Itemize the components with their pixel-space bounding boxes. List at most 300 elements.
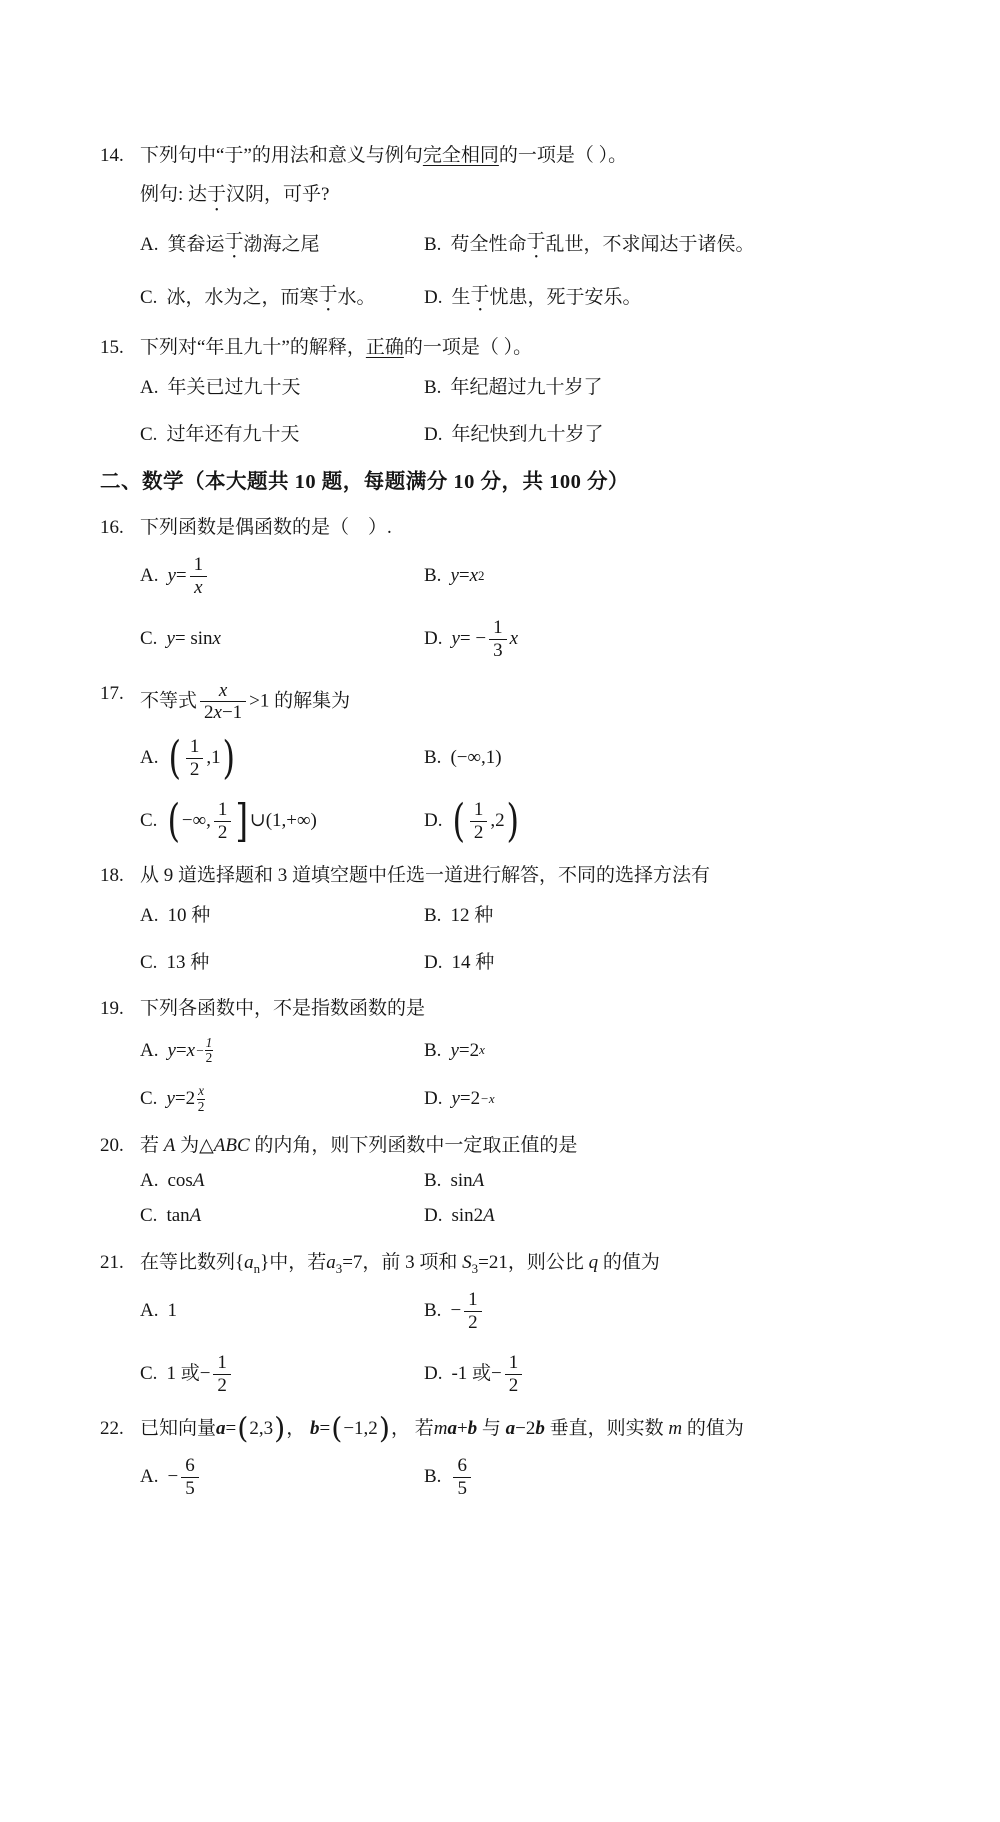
option-B [424, 1289, 912, 1334]
text-run: 渤海之尾 [243, 233, 320, 255]
option-C [140, 794, 424, 847]
option-D [424, 1352, 912, 1397]
option-content [450, 902, 493, 931]
text-run: = [225, 1417, 237, 1439]
option-content [450, 374, 602, 403]
text-run: 为△ [175, 1135, 214, 1157]
option-content [166, 1202, 201, 1231]
text-run: { [235, 1251, 245, 1273]
option-content [450, 1167, 484, 1196]
option-content [166, 794, 317, 847]
fraction [200, 680, 246, 725]
option-D [424, 949, 912, 978]
option-content [451, 949, 494, 978]
text-run: 若 [140, 1135, 164, 1157]
option-label: C. [140, 1087, 158, 1109]
option-D [424, 794, 912, 847]
option-A [140, 554, 424, 599]
option-C [140, 1352, 424, 1397]
math-variable: x [218, 679, 228, 701]
text-run: − [167, 1466, 179, 1488]
question-stem-text [140, 1412, 912, 1446]
option-C [140, 421, 424, 450]
option-content [167, 731, 236, 784]
option-A [140, 902, 424, 931]
options-grid [140, 228, 912, 316]
options-grid [140, 1289, 912, 1396]
question-15 [100, 334, 912, 450]
math-variable: m [668, 1417, 683, 1439]
fraction-numerator: 1 [189, 736, 200, 758]
emphasis-dot-text: 于 [207, 183, 227, 205]
superscript: 2 [478, 568, 485, 584]
text-run: 下列各函数中，不是指数函数的是 [140, 998, 426, 1020]
question-stem [100, 680, 912, 725]
text-run: + [456, 1417, 468, 1439]
fraction [464, 1289, 482, 1334]
option-label: D. [424, 628, 443, 650]
option-content [451, 1085, 494, 1114]
question-16 [100, 514, 912, 662]
text-run: 汉阴，可乎? [226, 183, 330, 205]
text-run: 1 或− [166, 1362, 211, 1384]
math-variable: x [469, 565, 479, 587]
question-number: 22. [100, 1417, 124, 1439]
option-content [450, 1037, 484, 1066]
option-D [424, 421, 912, 450]
option-A [140, 1167, 424, 1196]
option-B [424, 1036, 912, 1066]
emphasis-dot-text: 于 [470, 283, 490, 305]
math-variable: S [462, 1251, 472, 1273]
option-B [424, 554, 912, 599]
text-run: 2,3 [249, 1417, 274, 1439]
option-label: A. [140, 747, 159, 769]
question-stem-text [140, 862, 912, 891]
option-D [424, 1202, 912, 1231]
math-variable: x [194, 577, 203, 599]
text-run: >1 的解集为 [249, 690, 351, 712]
option-label: D. [424, 1205, 443, 1227]
option-content [450, 744, 501, 773]
vector-variable: a [216, 1417, 226, 1439]
option-content [167, 1036, 213, 1066]
math-variable: x [213, 702, 222, 724]
text-run: 的一项是（ ）。 [498, 145, 628, 166]
option-D [424, 1084, 912, 1114]
text-run: =7，前 3 项和 [342, 1251, 463, 1273]
math-variable: q [588, 1251, 599, 1273]
option-content [450, 562, 484, 591]
fraction [489, 617, 507, 662]
option-content [166, 281, 375, 316]
vector-variable: b [535, 1417, 545, 1439]
fraction-numerator: 1 [217, 799, 228, 820]
text-run: 不等式 [140, 690, 198, 712]
option-label: B. [424, 233, 442, 255]
option-A [140, 228, 424, 263]
text-run: 年纪超过九十岁了 [450, 377, 603, 398]
superscript-sign: − [196, 1043, 204, 1059]
fraction-numerator: 1 [193, 554, 204, 576]
math-variable: A [472, 1169, 485, 1191]
superscript: −x [480, 1090, 495, 1106]
question-stem-text [140, 680, 912, 725]
option-content [167, 228, 319, 263]
question-stem [100, 334, 912, 363]
option-label: C. [140, 1362, 158, 1384]
text-run: = [319, 1417, 331, 1439]
option-content [451, 794, 520, 847]
fraction [505, 1352, 523, 1397]
fraction [214, 799, 232, 844]
option-label: C. [140, 810, 158, 832]
fraction-denominator: 3 [489, 639, 507, 662]
text-run: ∪(1,+∞) [249, 810, 317, 832]
math-variable: m [433, 1417, 448, 1439]
text-run: 下列对“年且九十”的解释， [140, 336, 366, 358]
text-run: 水。 [337, 286, 376, 308]
big-left-paren: ( [167, 794, 181, 847]
math-variable: a [326, 1251, 336, 1273]
text-run: 年关已过九十天 [167, 377, 301, 398]
text-run: sin [450, 1169, 473, 1191]
underlined-text: 完全相同 [422, 145, 499, 166]
text-run: 年纪快到九十岁了 [451, 423, 604, 445]
option-A [140, 1036, 424, 1066]
fraction-denominator: 2 [186, 758, 204, 781]
question-17 [100, 679, 912, 847]
text-run: -1 或− [451, 1362, 502, 1384]
question-stem [100, 862, 912, 891]
subscript: 3 [471, 1260, 479, 1276]
vector-variable: a [447, 1417, 457, 1439]
text-run: −2 [515, 1417, 536, 1439]
text-run: −1,2 [343, 1417, 378, 1439]
right-paren: ) [378, 1412, 390, 1446]
option-label: B. [424, 565, 442, 587]
question-stem-text [140, 995, 912, 1024]
question-stem-text [140, 1249, 912, 1278]
fraction-numerator: 1 [493, 616, 503, 638]
option-label: A. [140, 233, 159, 255]
emphasis-dot-text: 于 [526, 230, 546, 252]
fraction-denominator: 5 [453, 1477, 471, 1500]
big-left-paren: ( [168, 731, 182, 784]
fraction [186, 736, 204, 781]
option-label: A. [140, 377, 159, 398]
option-label: C. [140, 1205, 158, 1227]
question-18 [100, 862, 912, 978]
text-run: 苟全性命 [450, 233, 527, 255]
option-label: C. [140, 423, 158, 445]
text-run: −1 [221, 702, 243, 724]
text-run: 已知向量 [140, 1417, 217, 1439]
option-content [166, 1352, 233, 1397]
option-label: B. [424, 1169, 442, 1191]
question-stem-text [140, 142, 912, 171]
option-label: A. [140, 905, 159, 927]
question-number: 20. [100, 1135, 124, 1157]
fraction-numerator: 1 [508, 1351, 519, 1373]
question-number: 15. [100, 336, 124, 358]
fraction [213, 1352, 231, 1397]
text-run: 2 [204, 702, 214, 724]
text-run: = [174, 1087, 186, 1109]
options-grid [140, 1167, 912, 1231]
superscript: x [479, 1042, 485, 1058]
option-D [424, 617, 912, 662]
text-run: 箕畚运 [167, 233, 225, 255]
option-label: D. [424, 1362, 443, 1384]
text-run: 的一项是（ ）。 [403, 336, 533, 358]
option-A [140, 1455, 424, 1500]
text-run: ， 若 [390, 1417, 434, 1439]
vector-variable: b [467, 1417, 478, 1439]
text-run: = [458, 1039, 470, 1061]
fraction-denominator: 2 [214, 821, 232, 844]
option-content [451, 1352, 525, 1397]
text-run: 1 [167, 1300, 177, 1322]
question-number: 16. [100, 516, 124, 538]
option-label: C. [140, 286, 158, 308]
option-label: B. [424, 747, 442, 769]
options-grid [140, 902, 912, 977]
math-variable: x [212, 628, 221, 650]
text-run: 2 [185, 1087, 196, 1109]
option-content [166, 421, 299, 450]
section-header: 二、数学（本大题共 10 题，每题满分 10 分，共 100 分） [100, 471, 629, 493]
fraction [470, 799, 488, 844]
option-B [424, 736, 912, 781]
option-label: A. [140, 1300, 159, 1322]
small-fraction [197, 1084, 205, 1114]
math-variable: y [451, 628, 460, 650]
option-content [450, 228, 754, 263]
question-stem-text [140, 334, 912, 363]
option-content [167, 1455, 201, 1500]
vector-variable: b [310, 1417, 320, 1439]
fraction-numerator: x [198, 1082, 204, 1098]
question-number: 19. [100, 998, 124, 1020]
math-variable: x [186, 1039, 196, 1061]
text-run: = [458, 565, 470, 587]
fraction-denominator: 2 [464, 1311, 482, 1334]
text-run: 从 9 道选择题和 3 道填空题中任选一道进行解答，不同的选择方法有 [140, 864, 711, 886]
option-label: B. [424, 1466, 442, 1488]
text-run: 在等比数列 [140, 1251, 236, 1273]
math-variable: ABC [213, 1135, 250, 1157]
text-run: ,1 [206, 747, 221, 769]
text-run: sin2 [451, 1205, 484, 1227]
underlined-text: 正确 [365, 336, 404, 358]
option-C [140, 1084, 424, 1114]
option-B [424, 1455, 912, 1500]
text-run: ， [286, 1417, 310, 1439]
fraction-numerator: 1 [205, 1034, 213, 1050]
fraction-denominator: 2 [470, 821, 488, 844]
question-stem [100, 1249, 912, 1278]
fraction-numerator: 1 [473, 799, 484, 820]
option-C [140, 617, 424, 662]
text-run: 中，若 [269, 1251, 327, 1273]
option-content [450, 1289, 484, 1334]
option-content [451, 1202, 494, 1231]
fraction-denominator [200, 701, 246, 724]
small-fraction [205, 1036, 214, 1066]
option-label: C. [140, 628, 158, 650]
options-grid [140, 374, 912, 449]
math-variable: A [189, 1205, 202, 1227]
text-run: = − [459, 628, 487, 650]
text-run: 13 种 [166, 951, 210, 973]
option-label: A. [140, 1039, 159, 1061]
option-label: B. [424, 377, 442, 398]
option-label: C. [140, 951, 158, 973]
text-run: = [175, 1039, 187, 1061]
option-A [140, 731, 424, 784]
options-grid [140, 554, 912, 661]
text-run: tan [166, 1205, 190, 1227]
options-grid [140, 1455, 912, 1500]
question-stem-text [140, 1132, 912, 1161]
option-D [424, 281, 912, 316]
text-run: 下列句中“于”的用法和意义与例句 [140, 145, 423, 166]
option-label: B. [424, 905, 442, 927]
big-right-delimiter: ] [235, 794, 249, 847]
option-A [140, 1289, 424, 1334]
option-content [167, 374, 300, 403]
superscript-fraction [196, 1036, 213, 1066]
text-run: } [260, 1251, 270, 1273]
options-grid [140, 731, 912, 847]
question-21 [100, 1249, 912, 1397]
math-variable: y [166, 628, 175, 650]
fraction-denominator [190, 576, 206, 599]
text-run: = [459, 1087, 471, 1109]
text-run: 14 种 [451, 951, 495, 973]
option-content [451, 281, 641, 316]
fraction-denominator: 2 [197, 1098, 205, 1114]
option-label: D. [424, 810, 443, 832]
option-label: B. [424, 1039, 442, 1061]
right-paren: ) [274, 1412, 286, 1446]
question-number: 14. [100, 145, 124, 166]
left-paren: ( [331, 1412, 343, 1446]
fraction-numerator: 1 [468, 1289, 478, 1311]
text-run: 12 种 [450, 905, 494, 927]
text-run: −∞, [181, 810, 211, 832]
emphasis-dot-text: 于 [224, 230, 244, 252]
question-number: 18. [100, 864, 124, 886]
big-left-paren: ( [452, 794, 466, 847]
option-label: D. [424, 951, 443, 973]
math-variable: A [163, 1135, 176, 1157]
text-run: 2 [469, 1039, 480, 1061]
text-run: 2 [470, 1087, 481, 1109]
option-content [451, 617, 518, 662]
option-A [140, 374, 424, 403]
text-run: 的内角，则下列函数中一定取正值的是 [249, 1135, 578, 1157]
text-run: 过年还有九十天 [166, 423, 300, 445]
option-label: A. [140, 1466, 159, 1488]
question-14 [100, 142, 912, 316]
question-number: 21. [100, 1251, 124, 1273]
text-run: − [450, 1300, 462, 1322]
question-stem [100, 1412, 912, 1446]
fraction-numerator: 6 [457, 1455, 467, 1477]
question-stem [100, 142, 912, 171]
text-run: 生 [451, 286, 471, 308]
question-number: 17. [100, 682, 124, 704]
option-C [140, 281, 424, 316]
option-content [450, 1455, 474, 1500]
text-run: = [175, 565, 187, 587]
text-run: 乱世，不求闻达于诸侯。 [545, 233, 755, 255]
math-variable: y [166, 1087, 175, 1109]
fraction [453, 1455, 471, 1500]
option-B [424, 228, 912, 263]
subscript: n [253, 1260, 261, 1276]
question-stem [100, 514, 912, 543]
math-variable: A [192, 1169, 205, 1191]
option-content [166, 949, 209, 978]
option-content [166, 625, 221, 654]
option-label: D. [424, 1087, 443, 1109]
option-content [166, 1084, 205, 1114]
text-run: 下列函数是偶函数的是（ ）. [140, 516, 392, 538]
math-variable: A [483, 1205, 495, 1227]
left-paren: ( [237, 1412, 249, 1446]
math-variable: x [509, 628, 519, 650]
text-run: cos [167, 1169, 193, 1191]
text-run: 垂直，则实数 [544, 1417, 669, 1439]
question-20 [100, 1132, 912, 1231]
emphasis-dot-text: 于 [318, 283, 338, 305]
option-label: D. [424, 286, 443, 308]
fraction-denominator: 2 [505, 1374, 523, 1397]
fraction-denominator: 2 [205, 1050, 213, 1066]
vector-variable: a [505, 1417, 516, 1439]
question-19 [100, 995, 912, 1114]
question-stem-text [140, 514, 912, 543]
text-run: = sin [174, 628, 213, 650]
fraction-numerator [215, 680, 231, 702]
text-run: =21，则公比 [478, 1251, 589, 1273]
text-run: 冰，水为之，而寒 [166, 286, 319, 308]
fraction [190, 554, 208, 599]
options-grid [140, 1036, 912, 1115]
option-content [167, 1167, 204, 1196]
option-content [451, 421, 603, 450]
example-sentence [140, 181, 912, 216]
option-B [424, 374, 912, 403]
math-variable: y [167, 565, 176, 587]
question-22 [100, 1412, 912, 1500]
fraction-numerator: 1 [217, 1351, 227, 1373]
option-B [424, 902, 912, 931]
subscript: 3 [335, 1260, 343, 1276]
math-variable: y [450, 565, 459, 587]
option-label: A. [140, 565, 159, 587]
option-C [140, 1202, 424, 1231]
question-stem [100, 995, 912, 1024]
option-content [167, 902, 210, 931]
option-content [167, 1297, 177, 1326]
text-run: 与 [477, 1417, 506, 1439]
big-right-delimiter: ) [222, 731, 235, 784]
text-run: ,2 [490, 810, 505, 832]
